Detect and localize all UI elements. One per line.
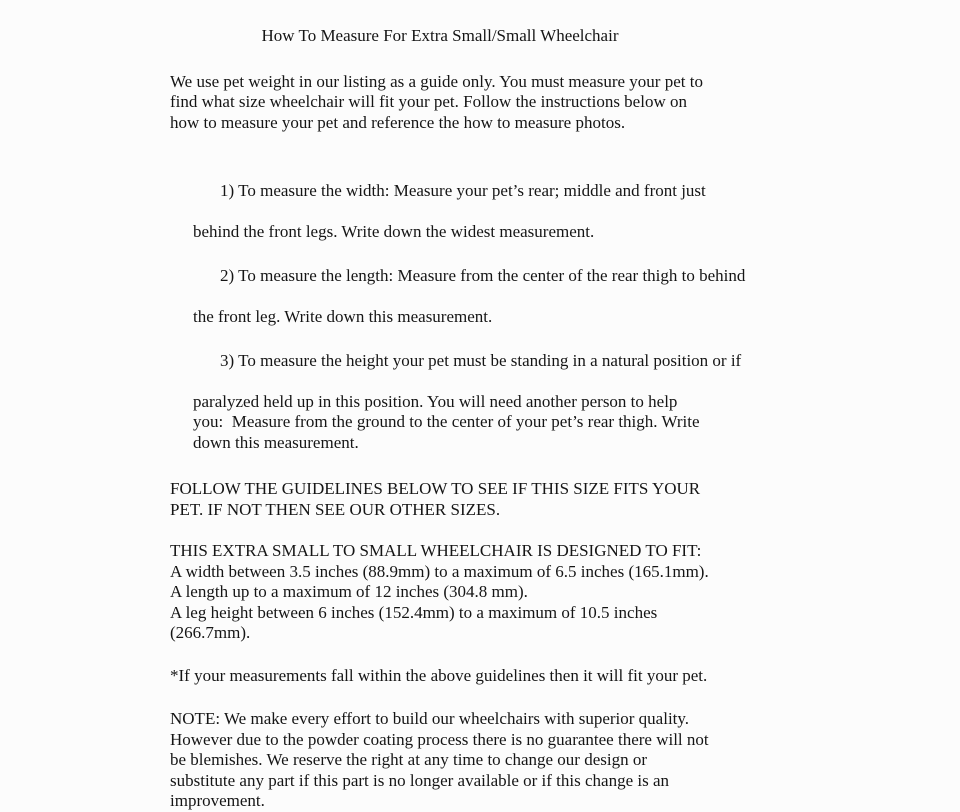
measure-instructions-list (170, 160, 960, 453)
list-item-text: paralyzed held up in this position. You will need another person to help (193, 391, 678, 411)
list-item-text: To measure the width: Measure your pet’s rear; middle and front just (238, 180, 706, 200)
quality-note-line: improvement. (170, 791, 265, 810)
fit-heading: THIS EXTRA SMALL TO SMALL WHEELCHAIR IS DESIGNED TO FIT: (170, 541, 702, 560)
intro-line: We use pet weight in our listing as a guide only. You must measure your pet to (170, 71, 703, 91)
list-item-text: down this measurement. (193, 432, 359, 452)
guidelines-line: FOLLOW THE GUIDELINES BELOW TO SEE IF THIS SIZE FITS YOUR (170, 479, 701, 498)
quality-note-line: However due to the powder coating process there is no guarantee there will not (170, 729, 709, 749)
fit-spec-leg-height: A leg height between 6 inches (152.4mm) to a maximum of 10.5 inches (170, 602, 658, 622)
intro-line: how to measure your pet and reference the how to measure photos. (170, 112, 626, 132)
guidelines-line: PET. IF NOT THEN SEE OUR OTHER SIZES. (170, 499, 501, 519)
intro-line: find what size wheelchair will fit your pet. Follow the instructions below on (170, 92, 687, 111)
guidelines-callout (170, 479, 960, 520)
fit-spec-leg-height-cont: (266.7mm). (170, 623, 251, 642)
quality-note-paragraph (170, 709, 960, 812)
list-item-width (170, 160, 960, 242)
list-item-number: 1) (220, 180, 235, 200)
fit-footnote (170, 666, 960, 687)
list-item-number: 3) (220, 350, 235, 370)
list-item-text: the front leg. Write down this measurement. (193, 306, 493, 326)
fit-footnote-text: *If your measurements fall within the above guidelines then it will fit your pet. (170, 665, 708, 685)
quality-note-line: be blemishes. We reserve the right at any time to change our design or (170, 750, 648, 769)
list-item-length (170, 245, 960, 327)
list-item-number: 2) (220, 265, 235, 285)
list-item-text: behind the front legs. Write down the widest measurement. (193, 221, 595, 241)
quality-note-line: substitute any part if this part is no longer available or if this change is an (170, 770, 670, 790)
fit-spec-length: A length up to a maximum of 12 inches (304.8 mm). (170, 582, 528, 601)
list-item-text: you: Measure from the ground to the center of your pet’s rear thigh. Write (193, 412, 700, 431)
intro-paragraph (170, 72, 960, 134)
document-title: How To Measure For Extra Small/Small Wheelchair (261, 26, 619, 45)
list-item-text: To measure the height your pet must be standing in a natural position or if (238, 350, 742, 370)
fit-spec-width: A width between 3.5 inches (88.9mm) to a maximum of 6.5 inches (165.1mm). (170, 561, 709, 581)
list-item-height (170, 330, 960, 453)
quality-note-line: NOTE: We make every effort to build our wheelchairs with superior quality. (170, 709, 690, 728)
fit-specifications (170, 541, 960, 644)
list-item-text: To measure the length: Measure from the center of the rear thigh to behind (238, 265, 746, 285)
